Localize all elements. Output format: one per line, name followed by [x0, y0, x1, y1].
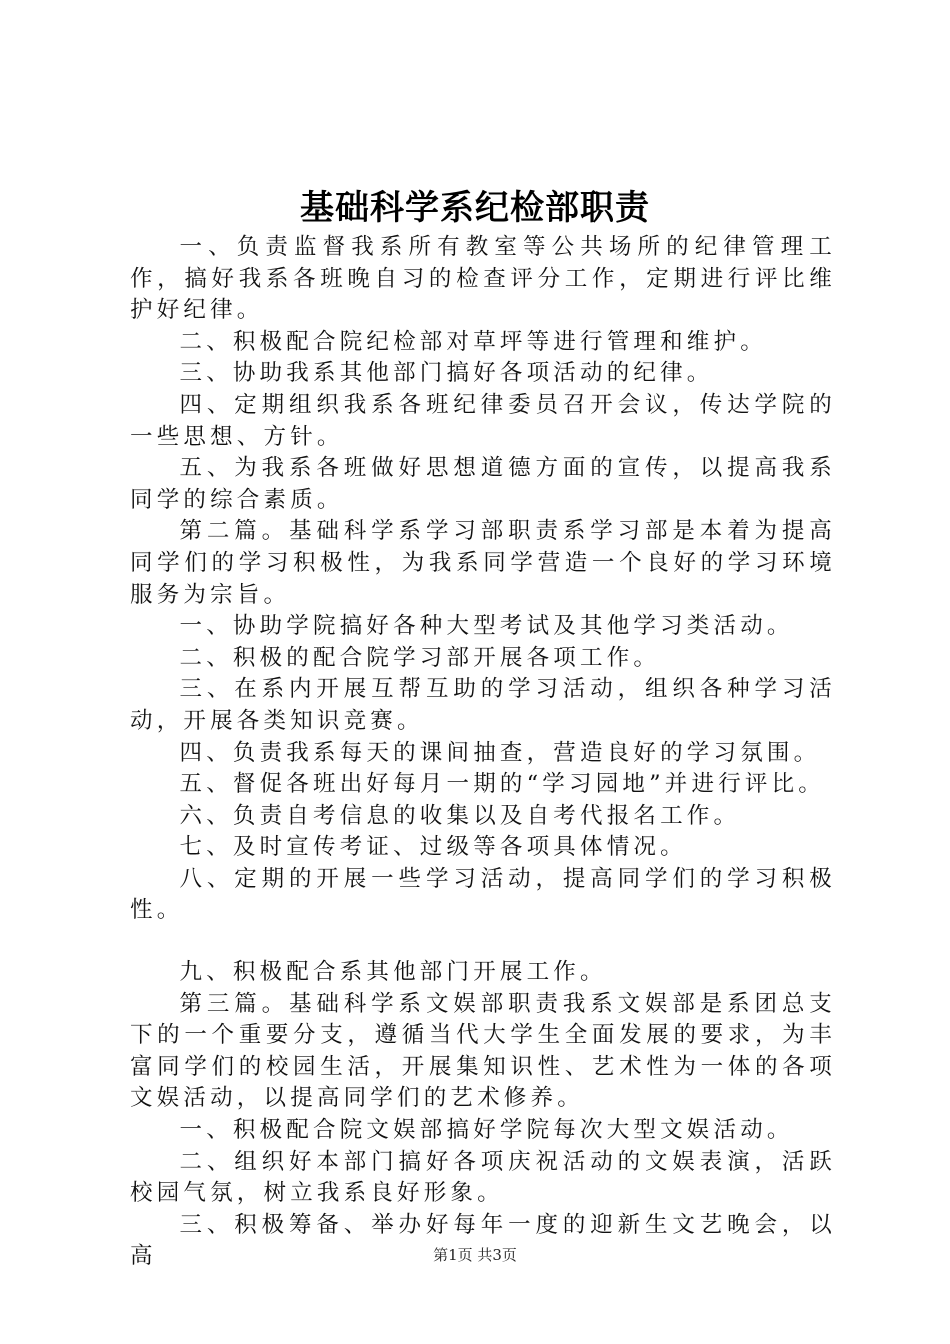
paragraph: 一、协助学院搞好各种大型考试及其他学习类活动。 — [179, 613, 794, 640]
page-footer: 第1页 共3页 — [433, 1246, 517, 1264]
paragraph: 一、负责监督我系所有教室等公共场所的纪律管理工作，搞好我系各班晚自习的检查评分工作，定期进行评比维护好纪律。 — [130, 234, 836, 324]
paragraph: 四、定期组织我系各班纪律委员召开会议，传达学院的一些思想、方针。 — [130, 391, 836, 450]
paragraph: 三、积极筹备、举办好每年一度的迎新生文艺晚会，以高 — [130, 1211, 836, 1270]
paragraph: 九、积极配合系其他部门开展工作。 — [179, 959, 607, 986]
paragraph: 四、负责我系每天的课间抽查，营造良好的学习氛围。 — [179, 739, 821, 766]
paragraph: 第二篇。基础科学系学习部职责系学习部是本着为提高同学们的学习积极性，为我系同学营造一个良好的学习环境服务为宗旨。 — [130, 518, 836, 608]
paragraph: 一、积极配合院文娱部搞好学院每次大型文娱活动。 — [179, 1117, 794, 1144]
paragraph: 二、积极配合院纪检部对草坪等进行管理和维护。 — [179, 328, 767, 355]
document-title: 基础科学系纪检部职责 — [300, 188, 650, 228]
paragraph: 五、为我系各班做好思想道德方面的宣传，以提高我系同学的综合素质。 — [130, 455, 836, 513]
paragraph: 七、及时宣传考证、过级等各项具体情况。 — [179, 834, 687, 861]
document-body — [130, 232, 836, 1273]
paragraph: 三、在系内开展互帮互助的学习活动，组织各种学习活动，开展各类知识竞赛。 — [130, 676, 836, 734]
paragraph: 八、定期的开展一些学习活动，提高同学们的学习积极性。 — [130, 865, 836, 924]
paragraph: 二、组织好本部门搞好各项庆祝活动的文娱表演，活跃校园气氛，树立我系良好形象。 — [130, 1148, 836, 1207]
paragraph: 第三篇。基础科学系文娱部职责我系文娱部是系团总支下的一个重要分支，遵循当代大学生全面发展的要求，为丰富同学们的校园生活，开展集知识性、艺术性为一体的各项文娱活动，以提高同学们的艺术修养。 — [130, 990, 836, 1112]
paragraph: 六、负责自考信息的收集以及自考代报名工作。 — [179, 802, 741, 829]
paragraph: 五、督促各班出好每月一期的“学习园地”并进行评比。 — [179, 771, 826, 798]
paragraph: 三、协助我系其他部门搞好各项活动的纪律。 — [179, 360, 714, 387]
paragraph-gap — [130, 927, 836, 957]
paragraph: 二、积极的配合院学习部开展各项工作。 — [179, 644, 661, 671]
